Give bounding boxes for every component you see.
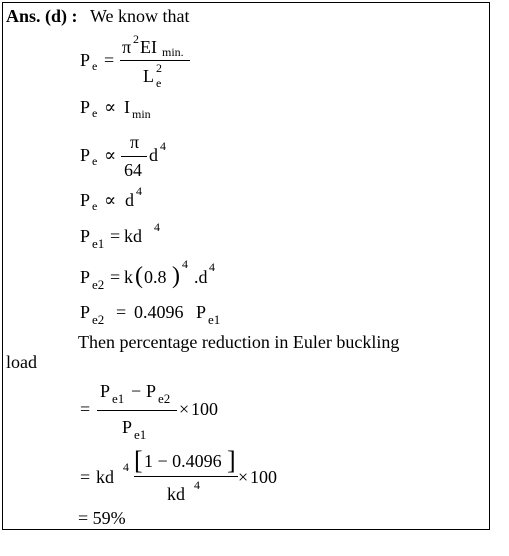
left-bracket: [ <box>134 446 143 475</box>
sentence-line-2: load <box>6 352 37 372</box>
sentence-line-1: Then percentage reduction in Euler buckling <box>78 332 400 352</box>
result-text: = 59% <box>78 508 126 528</box>
fraction-bar <box>120 60 190 61</box>
fraction-bar <box>97 410 177 411</box>
fraction-bar <box>134 476 238 477</box>
right-bracket: ] <box>227 446 236 475</box>
right-paren: ) <box>172 263 180 289</box>
fraction-bar <box>121 156 147 157</box>
answer-box <box>2 2 490 530</box>
intro-text: We know that <box>90 6 190 26</box>
answer-label: Ans. (d) : <box>6 6 78 26</box>
left-paren: ( <box>135 263 143 289</box>
